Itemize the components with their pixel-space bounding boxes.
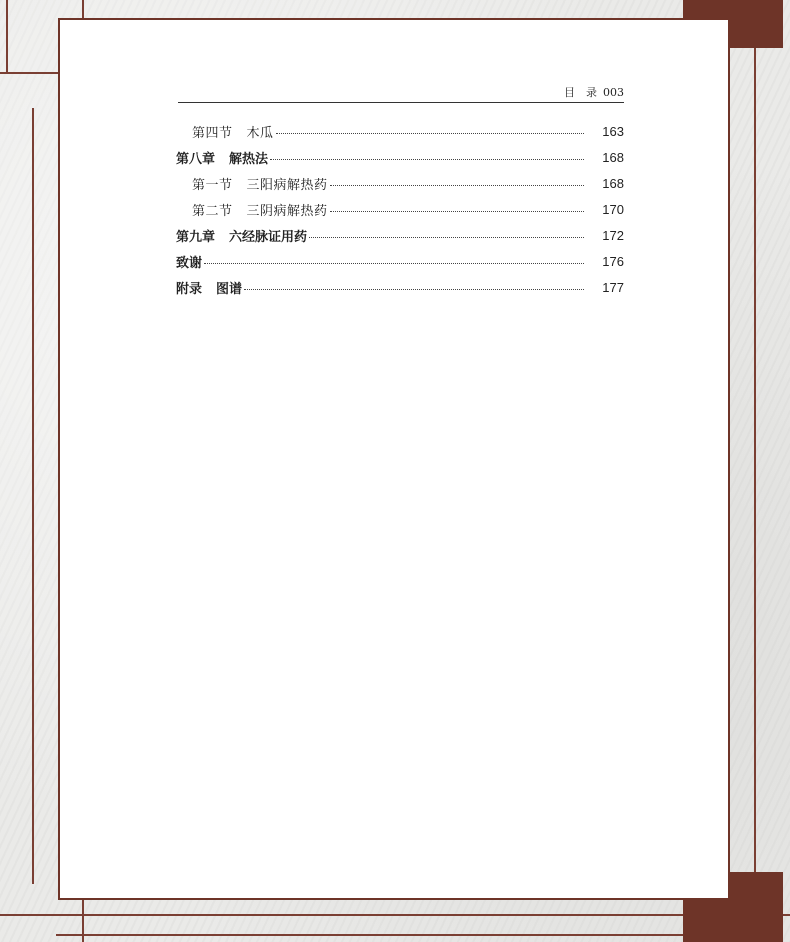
toc-entry-page: 168	[602, 149, 624, 165]
toc-entry[interactable]	[176, 222, 624, 248]
toc-entry-text	[176, 278, 242, 297]
toc-entry-label: 致谢	[176, 255, 203, 271]
frame-line-right-v	[754, 48, 756, 876]
toc-entry-text	[192, 122, 274, 141]
header-page-number: 003	[603, 86, 624, 99]
toc-entry-label: 第一节	[192, 177, 233, 193]
toc-entry-text	[176, 148, 268, 167]
toc-entry-text	[176, 252, 202, 271]
frame-line-bottom-h2	[56, 934, 756, 936]
frame-line-bottom-v	[82, 900, 84, 942]
toc-entry[interactable]	[176, 170, 624, 196]
toc-entry-page: 170	[602, 201, 624, 217]
frame-line-top-left-v	[6, 0, 8, 74]
toc-entry[interactable]	[176, 144, 624, 170]
toc-entry-label: 第二节	[192, 203, 233, 219]
toc-entry-page: 177	[602, 279, 624, 295]
frame-line-top-left-h	[0, 72, 60, 74]
running-header	[178, 84, 624, 102]
toc-entry[interactable]	[176, 274, 624, 300]
toc-entry[interactable]	[176, 196, 624, 222]
toc-entry-title: 三阴病解热药	[246, 203, 328, 219]
book-page	[58, 18, 730, 900]
table-of-contents	[176, 118, 624, 300]
frame-line-top-v	[82, 0, 84, 20]
toc-entry[interactable]	[176, 248, 624, 274]
header-title: 目 录	[564, 86, 597, 99]
dot-leader	[276, 132, 584, 134]
frame-line-bottom-h1	[0, 914, 790, 916]
toc-entry-title: 图谱	[216, 281, 243, 297]
toc-entry-label: 第九章	[176, 229, 216, 245]
toc-entry-page: 168	[602, 175, 624, 191]
toc-entry-text	[176, 226, 307, 245]
toc-entry-title: 六经脉证用药	[229, 229, 308, 245]
toc-entry-page: 176	[602, 253, 624, 269]
dot-leader	[309, 236, 584, 238]
toc-entry[interactable]	[176, 118, 624, 144]
dot-leader	[330, 184, 584, 186]
toc-entry-label: 附录	[176, 281, 203, 297]
toc-entry-title: 木瓜	[246, 125, 274, 141]
toc-entry-text	[192, 174, 328, 193]
dot-leader	[204, 262, 584, 264]
toc-entry-label: 第四节	[192, 125, 233, 141]
dot-leader	[330, 210, 584, 212]
toc-entry-title: 三阳病解热药	[246, 177, 328, 193]
dot-leader	[244, 288, 584, 290]
toc-entry-title: 解热法	[229, 151, 269, 167]
frame-line-left-v	[32, 108, 34, 884]
dot-leader	[270, 158, 584, 160]
toc-entry-page: 172	[602, 227, 624, 243]
toc-entry-text	[192, 200, 328, 219]
toc-entry-page: 163	[602, 123, 624, 139]
toc-entry-label: 第八章	[176, 151, 216, 167]
header-rule	[178, 102, 624, 103]
